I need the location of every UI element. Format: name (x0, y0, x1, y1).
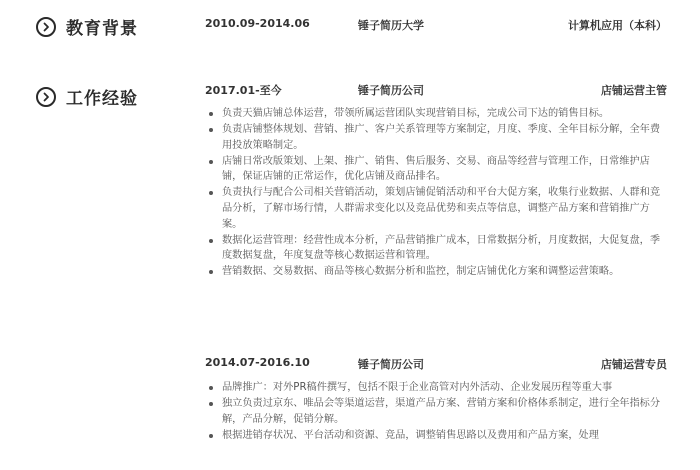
job-date: 2014.07-2016.10 (205, 356, 310, 369)
bullet-dot-icon (209, 160, 213, 164)
work-title: 工作经验 (66, 89, 138, 109)
job-bullets (205, 380, 667, 444)
bullet-text: 负责天猫店铺总体运营，带领所属运营团队实现营销目标，完成公司下达的销售目标。 (222, 108, 610, 119)
list-item (205, 428, 667, 444)
bullet-text: 负责执行与配合公司相关营销活动，策划店铺促销活动和平台大促方案，收集行业数据、人群和竞品分析，了解市场行情，人群需求变化以及竞品优势和卖点等信息，调整产品方案和营销推广方案。 (222, 187, 661, 230)
education-major: 计算机应用（本科） (568, 19, 667, 32)
list-item (205, 396, 667, 427)
list-item (205, 380, 667, 396)
bullet-dot-icon (209, 386, 213, 390)
bullet-dot-icon (209, 402, 213, 406)
job-bullets (205, 106, 667, 281)
bullet-text: 店铺日常改版策划、上架、推广、销售、售后服务、交易、商品等经营与管理工作，日常维护店铺，保证店铺的正常运作，优化店铺及商品排名。 (222, 155, 650, 183)
bullet-dot-icon (209, 270, 213, 274)
job-role: 店铺运营专员 (601, 358, 667, 371)
bullet-text: 品牌推广：对外PR稿件撰写，包括不限于企业高管对内外活动、企业发展历程等重大事 (222, 382, 613, 393)
bullet-text: 营销数据、交易数据、商品等核心数据分析和监控，制定店铺优化方案和调整运营策略。 (222, 266, 620, 278)
list-item (205, 264, 667, 280)
chevron-right-circle-icon (36, 17, 56, 37)
job-date: 2017.01-至今 (205, 84, 282, 97)
list-item (205, 106, 667, 122)
bullet-text: 独立负责过京东、唯品会等渠道运营，渠道产品方案、营销方案和价格体系制定，进行全年指标分解，产品分解，促销分解。 (222, 398, 661, 425)
bullet-text: 负责店铺整体规划、营销、推广、客户关系管理等方案制定，月度、季度、全年目标分解，全年费用投放策略制定。 (222, 124, 661, 151)
bullet-dot-icon (209, 434, 213, 438)
bullet-dot-icon (209, 128, 213, 132)
list-item (205, 154, 667, 185)
education-school: 锤子简历大学 (358, 19, 424, 32)
education-header (36, 14, 138, 39)
bullet-dot-icon (209, 112, 213, 116)
education-date: 2010.09-2014.06 (205, 17, 310, 30)
list-item (205, 185, 667, 232)
work-header (36, 84, 138, 109)
bullet-text: 数据化运营管理：经营性成本分析，产品营销推广成本，日常数据分析，月度数据，大促复盘，季度数据复盘，年度复盘等核心数据运营和管理。 (222, 234, 661, 262)
education-row (205, 17, 667, 35)
list-item (205, 233, 667, 264)
job-role: 店铺运营主管 (601, 84, 667, 97)
education-title: 教育背景 (66, 19, 138, 39)
job-row (205, 82, 667, 100)
bullet-dot-icon (209, 239, 213, 243)
list-item (205, 122, 667, 153)
job-company: 锤子简历公司 (358, 358, 424, 371)
job-company: 锤子简历公司 (358, 84, 424, 97)
chevron-right-circle-icon (36, 87, 56, 107)
bullet-dot-icon (209, 191, 213, 195)
job-row (205, 356, 667, 374)
bullet-text: 根据进销存状况、平台活动和资源、竞品，调整销售思路以及费用和产品方案，处理 (222, 429, 599, 441)
